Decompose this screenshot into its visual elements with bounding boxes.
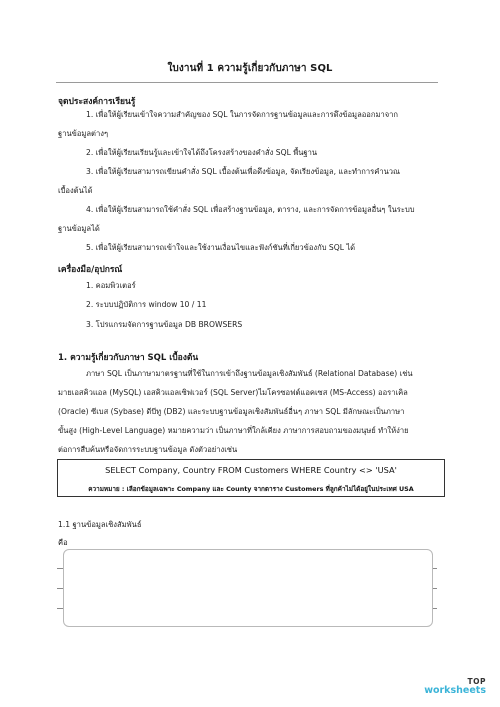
sql-example-query: SELECT Company, Country FROM Customers WHERE Country <> 'USA' (105, 465, 397, 475)
tool-item: 3. โปรแกรมจัดการฐานข้อมูล DB BROWSERS (86, 320, 243, 329)
objective-line: เบื้องต้นได้ (58, 186, 93, 195)
paragraph-line: ต่อการสืบค้นหรือจัดการระบบฐานข้อมูล ดังตัวอย่างเช่น (58, 445, 238, 454)
sql-example-box (57, 459, 445, 497)
tool-item: 1. คอมพิวเตอร์ (86, 281, 136, 290)
tools-heading: เครื่องมือ/อุปกรณ์ (58, 265, 123, 275)
objective-line: 5. เพื่อให้ผู้เรียนสามารถเข้าใจและใช้งานเงื่อนไขและฟังก์ชันที่เกี่ยวข้องกับ SQL ได้ (86, 243, 356, 252)
paragraph-line: ขั้นสูง (High-Level Language) หมายความว่า เป็นภาษาที่ใกล้เคียง ภาษาการสอบถามของมนุษย์ ทำให้ง่าย (58, 426, 409, 435)
objective-line: ฐานข้อมูลต่างๆ (58, 129, 109, 138)
sql-example-meaning: ความหมาย : เลือกข้อมูลเฉพาะ Company และ County จากตาราง Customers ที่ลูกค้าไม่ได้อยู่ในประเทศ USA (88, 485, 414, 493)
subsection-heading: 1.1 ฐานข้อมูลเชิงสัมพันธ์ (58, 520, 142, 529)
answer-input-box[interactable] (63, 549, 433, 627)
objective-line: 3. เพื่อให้ผู้เรียนสามารถเขียนคำสั่ง SQL เบื้องต้นเพื่อดึงข้อมูล, จัดเรียงข้อมูล, และทำการคำนวณ (86, 167, 401, 176)
objectives-heading: จุดประสงค์การเรียนรู้ (58, 97, 136, 107)
topworksheets-logo (424, 677, 486, 695)
logo-top-text: TOP (467, 677, 486, 686)
objective-line: 2. เพื่อให้ผู้เรียนเรียนรู้และเข้าใจได้ถึงโครงสร้างของคำสั่ง SQL พื้นฐาน (86, 148, 318, 157)
section1-heading: 1. ความรู้เกี่ยวกับภาษา SQL เบื้องต้น (58, 353, 199, 363)
logo-brand-text: worksheets (424, 685, 486, 696)
objective-line: 1. เพื่อให้ผู้เรียนเข้าใจความสำคัญของ SQL ในการจัดการฐานข้อมูลและการดึงข้อมูลออกมาจาก (86, 110, 399, 119)
tool-item: 2. ระบบปฏิบัติการ window 10 / 11 (86, 300, 207, 309)
paragraph-line: มายเอสคิวแอล (MySQL) เอสคิวแอลเซิฟเวอร์ (SQL Server)ไมโครซอฟต์แอคเซส (MS-Access) ออราเคิล (58, 388, 408, 397)
paragraph-line: ภาษา SQL เป็นภาษามาตรฐานที่ใช้ในการเข้าถึงฐานข้อมูลเชิงสัมพันธ์ (Relational Database) เช่น (86, 369, 413, 378)
title-divider (56, 82, 438, 83)
answer-label: คือ (58, 538, 68, 547)
objective-line: 4. เพื่อให้ผู้เรียนสามารถใช้คำสั่ง SQL เพื่อสร้างฐานข้อมูล, ตาราง, และการจัดการข้อมูลอื่นๆ ในระบบ (86, 205, 415, 214)
page-title: ใบงานที่ 1 ความรู้เกี่ยวกับภาษา SQL (167, 63, 333, 74)
objective-line: ฐานข้อมูลได้ (58, 224, 100, 233)
paragraph-line: (Oracle) ซีเบส (Sybase) ดีบีทู (DB2) และระบบฐานข้อมูลเชิงสัมพันธ์อื่นๆ ภาษา SQL มีลักษณะเป็นภาษา (58, 407, 405, 416)
